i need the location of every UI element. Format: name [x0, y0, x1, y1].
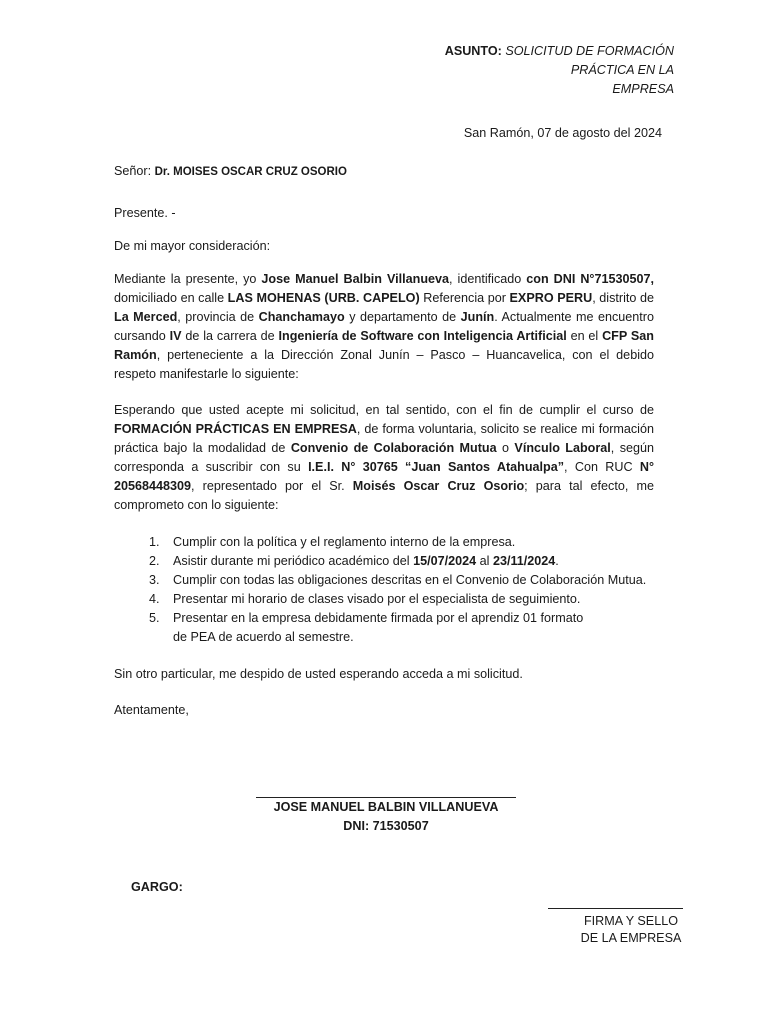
text-run: , Con RUC	[564, 460, 640, 474]
modality-2: Vínculo Laboral	[514, 441, 611, 455]
paragraph-request	[114, 401, 654, 515]
address-reference: EXPRO PERU	[509, 291, 593, 305]
text-run: o	[496, 441, 515, 455]
text-run: , identificado	[449, 272, 527, 286]
company-signature-line-2: DE LA EMPRESA	[580, 931, 682, 945]
text-run: , distrito de	[592, 291, 654, 305]
paragraph-intro	[114, 270, 654, 384]
recipient-prefix: Señor:	[114, 164, 155, 178]
subject-label: ASUNTO:	[444, 44, 502, 58]
list-item-text: Cumplir con todas las obligaciones descritas en el Convenio de Colaboración Mutua.	[173, 573, 647, 587]
company-signature-block	[556, 913, 706, 947]
applicant-dni: con DNI N°71530507,	[526, 272, 654, 286]
list-item	[114, 571, 654, 590]
institution: CFP San Ramón	[114, 329, 654, 362]
list-item-text: Presentar en la empresa debidamente firmada por el aprendiz 01 formato de PEA de acuerdo al semestre.	[173, 611, 584, 644]
list-item	[114, 609, 654, 647]
start-date: 15/07/2024	[413, 554, 477, 568]
signer-name: JOSE MANUEL BALBIN VILLANUEVA	[273, 800, 499, 814]
list-number: 3.	[149, 573, 160, 587]
list-item-text: Asistir durante mi periódico académico del	[173, 554, 414, 568]
list-item-text: .	[555, 554, 559, 568]
text-run: Esperando que usted acepte mi solicitud, en tal sentido, con el fin de cumplir el curso de	[114, 403, 654, 417]
list-item-text: al	[476, 554, 493, 568]
subject-block	[445, 42, 674, 99]
text-run: , representado por el Sr.	[191, 479, 353, 493]
letter-date: San Ramón, 07 de agosto del 2024	[463, 126, 662, 140]
text-run: y departamento de	[344, 310, 461, 324]
text-run: , perteneciente a la Dirección Zonal Junín – Pasco – Huancavelica, con el debido respeto manifestarle lo siguiente:	[114, 348, 654, 381]
list-number: 5.	[149, 611, 160, 625]
course-name: FORMACIÓN PRÁCTICAS EN EMPRESA	[114, 422, 357, 436]
text-run: Referencia por	[419, 291, 510, 305]
address-street: LAS MOHENAS (URB. CAPELO)	[227, 291, 420, 305]
subject-line-2: PRÁCTICA EN LA	[570, 63, 674, 77]
text-run: , de forma voluntaria, solicito se realice mi formación práctica bajo la modalidad de	[114, 422, 654, 455]
modality-1: Convenio de Colaboración Mutua	[290, 441, 497, 455]
representative-name: Moisés Oscar Cruz Osorio	[352, 479, 525, 493]
subject-line-3: EMPRESA	[612, 82, 674, 96]
signature-block	[256, 798, 516, 836]
list-item	[114, 590, 654, 609]
company-name: I.E.I. N° 30765 “Juan Santos Atahualpa”	[308, 460, 565, 474]
province: Chanchamayo	[258, 310, 345, 324]
list-item-text: Cumplir con la política y el reglamento interno de la empresa.	[173, 535, 516, 549]
text-run: , según corresponda a suscribir con su	[114, 441, 655, 474]
applicant-name: Jose Manuel Balbin Villanueva	[261, 272, 450, 286]
text-run: en el	[566, 329, 603, 343]
greeting-presente: Presente. -	[114, 206, 176, 220]
recipient-name: Dr. MOISES OSCAR CRUZ OSORIO	[154, 166, 347, 178]
text-run: ; para tal efecto, me comprometo con lo siguiente:	[114, 479, 654, 512]
career: Ingeniería de Software con Inteligencia Artificial	[278, 329, 567, 343]
department: Junín	[460, 310, 495, 324]
closing-regards: Atentamente,	[114, 703, 189, 717]
district: La Merced	[114, 310, 178, 324]
end-date: 23/11/2024	[492, 554, 556, 568]
text-run: de la carrera de	[181, 329, 279, 343]
semester: IV	[169, 329, 182, 343]
company-signature-line	[548, 908, 683, 909]
text-run: . Actualmente me encuentro cursando	[114, 310, 654, 343]
list-item	[114, 533, 654, 552]
list-item-text: Presentar mi horario de clases visado por el especialista de seguimiento.	[173, 592, 581, 606]
closing-text: Sin otro particular, me despido de usted esperando acceda a mi solicitud.	[114, 667, 523, 681]
company-signature-line-1: FIRMA Y SELLO	[583, 914, 679, 928]
list-number: 2.	[149, 554, 160, 568]
commitment-list	[114, 533, 654, 647]
signer-dni: DNI: 71530507	[343, 819, 429, 833]
text-run: Mediante la presente, yo	[114, 272, 262, 286]
company-ruc: N° 20568448309	[114, 460, 655, 493]
gargo-label: GARGO:	[131, 880, 183, 894]
subject-line-1: SOLICITUD DE FORMACIÓN	[505, 44, 674, 58]
text-run: , provincia de	[177, 310, 259, 324]
list-item	[114, 552, 654, 571]
list-number: 1.	[149, 535, 160, 549]
recipient	[114, 164, 347, 178]
text-run: domiciliado en calle	[114, 291, 228, 305]
greeting-consideracion: De mi mayor consideración:	[114, 239, 271, 253]
list-number: 4.	[149, 592, 160, 606]
